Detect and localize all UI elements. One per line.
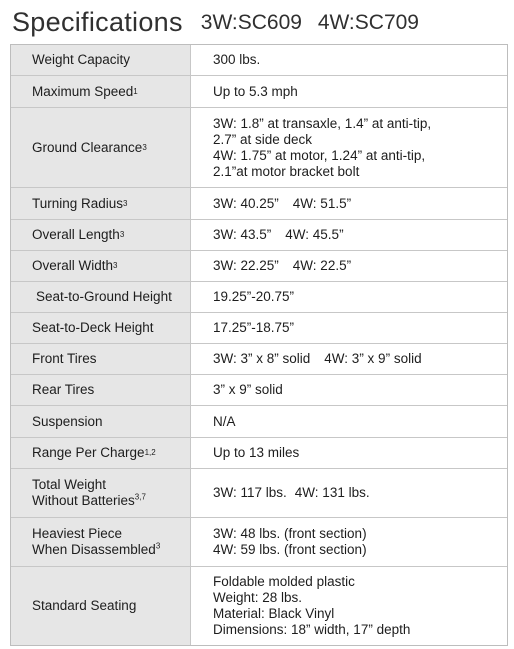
row-range-per-charge xyxy=(11,438,507,469)
row-value: 3” x 9” solid xyxy=(191,375,507,405)
model-3w: 3W:SC609 xyxy=(200,11,302,34)
row-weight-capacity xyxy=(11,45,507,76)
footnote-marker: 3 xyxy=(155,541,161,551)
row-standard-seating xyxy=(11,567,507,645)
row-value: 17.25”-18.75” xyxy=(191,313,507,343)
row-value: Foldable molded plastic Weight: 28 lbs. Material: Black Vinyl Dimensions: 18” width, 17” depth xyxy=(191,567,507,645)
row-heaviest-piece xyxy=(11,518,507,567)
row-label: Range Per Charge 1,2 xyxy=(11,438,191,468)
row-overall-width xyxy=(11,251,507,282)
row-turning-radius xyxy=(11,188,507,220)
row-maximum-speed xyxy=(11,76,507,108)
row-value: 3W: 22.25” 4W: 22.5” xyxy=(191,251,507,281)
row-value: 19.25”-20.75” xyxy=(191,282,507,312)
row-rear-tires xyxy=(11,375,507,406)
row-label: Overall Width 3 xyxy=(11,251,191,281)
row-label: Suspension xyxy=(11,406,191,437)
specifications-table xyxy=(10,44,508,646)
model-4w: 4W:SC709 xyxy=(317,11,419,34)
row-label: Weight Capacity xyxy=(11,45,191,75)
row-value: Up to 13 miles xyxy=(191,438,507,468)
page-title: Specifications xyxy=(12,7,183,37)
model-numbers xyxy=(201,8,419,38)
row-label: Ground Clearance 3 xyxy=(11,108,191,187)
row-value: 3W: 117 lbs. 4W: 131 lbs. xyxy=(191,469,507,517)
row-label: Seat-to-Deck Height xyxy=(11,313,191,343)
row-label: Standard Seating xyxy=(11,567,191,645)
row-suspension xyxy=(11,406,507,438)
row-label: Front Tires xyxy=(11,344,191,374)
row-seat-to-deck-height xyxy=(11,313,507,344)
row-total-weight xyxy=(11,469,507,518)
row-seat-to-ground-height xyxy=(11,282,507,313)
row-value: 3W: 40.25” 4W: 51.5” xyxy=(191,188,507,219)
row-label: Total Weight Without Batteries$^{3,7}$ xyxy=(11,469,191,517)
row-label: Overall Length 3 xyxy=(11,220,191,250)
row-value: 300 lbs. xyxy=(191,45,507,75)
row-label: Rear Tires xyxy=(11,375,191,405)
row-label: Seat-to-Ground Height xyxy=(11,282,191,312)
row-overall-length xyxy=(11,220,507,251)
row-value: 3W: 3” x 8” solid 4W: 3” x 9” solid xyxy=(191,344,507,374)
row-value: N/A xyxy=(191,406,507,437)
row-value: 3W: 43.5” 4W: 45.5” xyxy=(191,220,507,250)
header xyxy=(0,0,514,38)
row-value: 3W: 48 lbs. (front section) 4W: 59 lbs. (front section) xyxy=(191,518,507,566)
row-ground-clearance xyxy=(11,108,507,188)
footnote-marker: 3,7 xyxy=(134,492,146,502)
row-label: Maximum Speed 1 xyxy=(11,76,191,107)
row-value: 3W: 1.8” at transaxle, 1.4” at anti-tip, 2.7” at side deck 4W: 1.75” at motor, 1.24” at anti-tip, 2.1”at motor bracket bolt xyxy=(191,108,507,187)
row-value: Up to 5.3 mph xyxy=(191,76,507,107)
row-label: Turning Radius 3 xyxy=(11,188,191,219)
row-front-tires xyxy=(11,344,507,375)
row-label: Heaviest Piece When Disassembled$^3$ xyxy=(11,518,191,566)
